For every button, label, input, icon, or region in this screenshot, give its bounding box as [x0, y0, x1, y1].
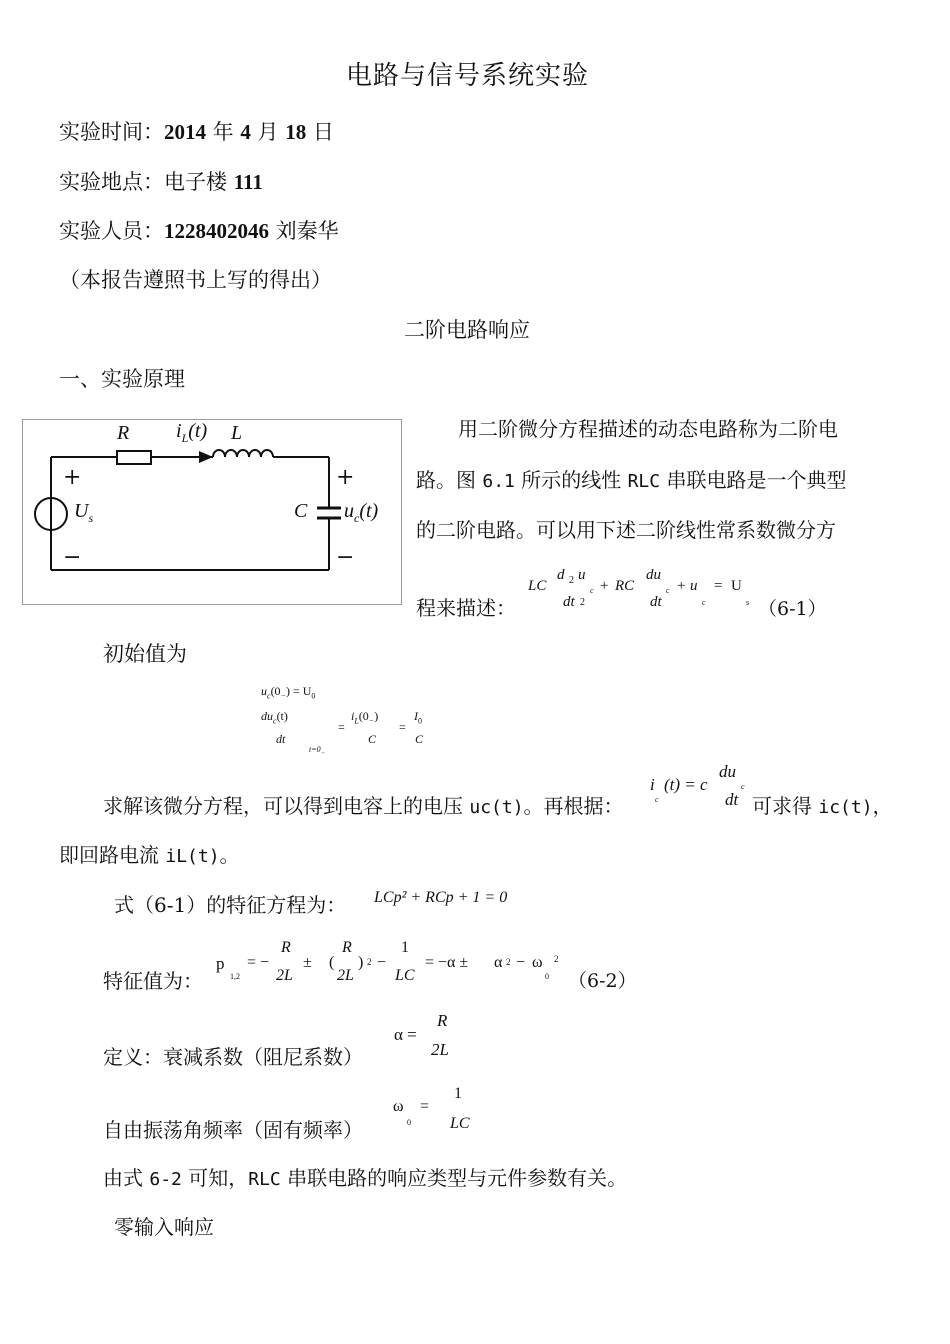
- zero-input-heading: 零输入响应: [114, 1215, 214, 1239]
- place-number: 111: [233, 170, 263, 194]
- circuit-figure: [22, 419, 402, 605]
- inductor-current-label: $i_L(t)$: [176, 420, 208, 445]
- omega-definition-label: 自由振荡角频率（固有频率）: [103, 1118, 363, 1142]
- capacitor-voltage-label: $u_c(t)$: [344, 500, 379, 525]
- para2-line1-b: 可求得 ic(t)，: [752, 794, 893, 818]
- eq-6-1-tag: （6-1）: [758, 598, 827, 620]
- time-year: 2014: [164, 120, 206, 144]
- source-plus: +: [63, 465, 82, 490]
- source-minus: −: [63, 545, 82, 570]
- initial-values-label: 初始值为: [103, 642, 187, 666]
- para1-line4: 程来描述：: [416, 596, 516, 620]
- alpha-definition-label: 定义：衰减系数（阻尼系数）: [103, 1045, 363, 1069]
- place-text: 电子楼: [164, 170, 234, 194]
- eq-6-2-tag: （6-2）: [568, 970, 637, 992]
- current-arrow-icon: [199, 451, 213, 463]
- time-month: 4: [240, 120, 251, 144]
- time-year-unit: 年: [206, 120, 241, 144]
- experiment-person: [59, 215, 339, 245]
- person-id: 1228402046: [164, 219, 269, 243]
- para1-line2: 路。图 6.1 所示的线性 RLC 串联电路是一个典型: [416, 468, 847, 492]
- capacitor-minus: −: [336, 545, 355, 570]
- para1-line3: 的二阶电路。可以用下述二阶线性常系数微分方: [416, 518, 836, 542]
- eigen-label: 特征值为：: [103, 969, 203, 993]
- place-label: 实验地点：: [59, 170, 164, 194]
- para1-line1: 用二阶微分方程描述的动态电路称为二阶电: [458, 417, 838, 441]
- resistor-label: R: [117, 422, 130, 444]
- section-heading: 一、实验原理: [59, 367, 185, 391]
- time-month-unit: 月: [250, 120, 286, 144]
- page-title: 电路与信号系统实验: [346, 61, 590, 91]
- time-label: 实验时间：: [59, 120, 164, 144]
- source-label: $U_s$: [74, 500, 94, 525]
- experiment-time: [59, 116, 334, 146]
- time-day-unit: 日: [306, 120, 334, 144]
- capacitor-label: C: [294, 500, 308, 522]
- conclusion-line: 由式 6-2 可知，RLC 串联电路的响应类型与元件参数有关。: [103, 1166, 628, 1190]
- para2-line2: 即回路电流 iL(t)。: [59, 843, 240, 867]
- experiment-place: [59, 166, 263, 196]
- capacitor-plus: +: [336, 465, 355, 490]
- report-note: （本报告遵照书上写的得出）: [59, 268, 332, 292]
- person-name: 刘秦华: [269, 219, 339, 243]
- person-label: 实验人员：: [59, 219, 164, 243]
- char-eq-expr: LCp² + RCp + 1 = 0: [374, 889, 508, 906]
- section-subtitle: 二阶电路响应: [404, 318, 530, 342]
- para2-line1-a: 求解该微分方程，可以得到电容上的电压 uc(t)。再根据：: [103, 794, 624, 818]
- time-day: 18: [285, 120, 307, 144]
- inductor-label: L: [231, 422, 243, 444]
- char-eq-label: 式（6-1）的特征方程为：: [114, 893, 347, 917]
